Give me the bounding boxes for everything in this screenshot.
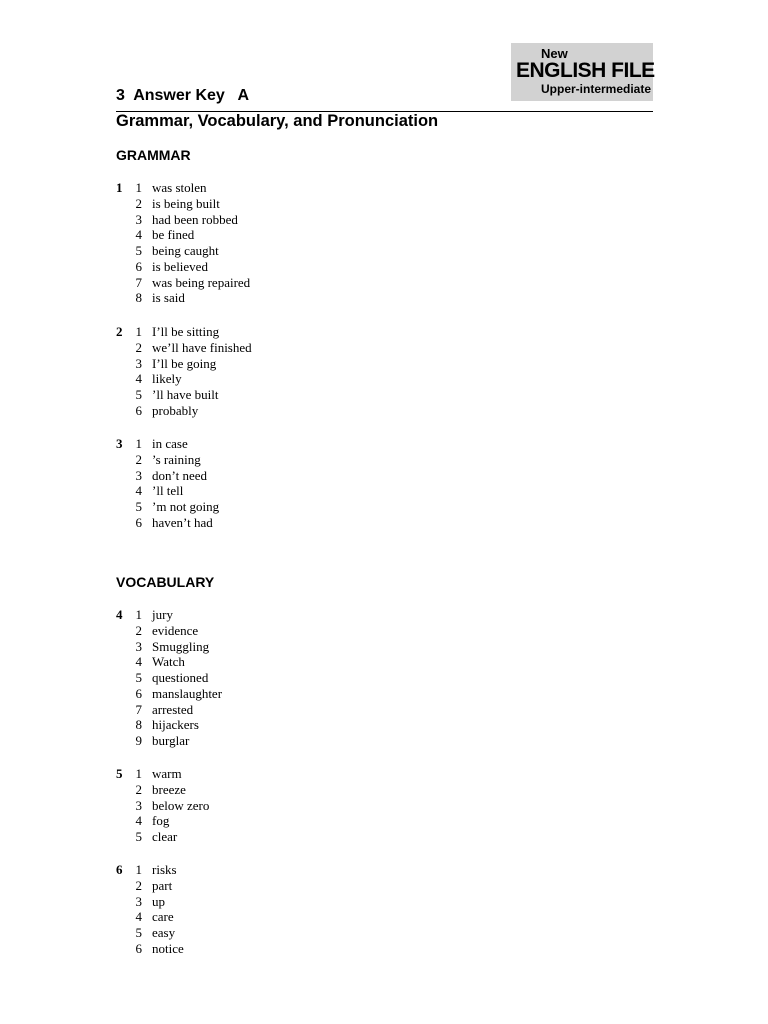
item-number: 9	[135, 733, 142, 748]
answer-text: risks	[152, 862, 177, 877]
answer-text: easy	[152, 925, 176, 940]
answer-text: is being built	[152, 195, 220, 211]
answer-text: we’ll have finished	[152, 339, 252, 355]
item-number: 3	[135, 211, 142, 227]
item-number: 3	[135, 355, 142, 371]
answer-text: hijackers	[152, 717, 199, 733]
item-number: 8	[135, 717, 142, 733]
item-number: 4	[135, 909, 142, 925]
item-number: 4	[135, 483, 142, 499]
answer-text: is said	[152, 290, 185, 306]
answer-text: ’m not going	[152, 499, 220, 514]
item-number: 6	[135, 940, 142, 956]
item-number: 4	[135, 227, 142, 243]
answer-text: is believed	[152, 258, 208, 274]
answer-text: care	[152, 909, 174, 925]
item-number: 7	[135, 274, 142, 290]
item-number: 1	[135, 436, 142, 451]
answer-text: likely	[152, 371, 182, 387]
item-number: 8	[135, 290, 142, 306]
answer-text: being caught	[152, 243, 219, 258]
answer-text: below zero	[152, 797, 210, 813]
answer-text: notice	[152, 940, 184, 956]
english-file-logo	[511, 43, 653, 101]
item-number: 5	[135, 829, 142, 844]
answer-text: jury	[152, 607, 173, 622]
item-number: 2	[135, 195, 142, 211]
answer-text: Watch	[152, 654, 185, 670]
answer-text: manslaughter	[152, 685, 223, 701]
answer-text: clear	[152, 829, 178, 844]
item-number: 4	[135, 654, 142, 670]
answer-text: arrested	[152, 701, 194, 717]
answer-text: Smuggling	[152, 638, 210, 654]
answer-text: don’t need	[152, 467, 207, 483]
page-subtitle: Grammar, Vocabulary, and Pronunciation	[116, 112, 439, 130]
item-number: 3	[135, 467, 142, 483]
item-number: 1	[135, 607, 142, 622]
logo-new: New	[541, 46, 568, 61]
answer-text: burglar	[152, 733, 190, 748]
exercise-number: 5	[116, 766, 123, 781]
item-number: 3	[135, 893, 142, 909]
exercise-number: 2	[116, 324, 123, 339]
exercise-number: 3	[116, 436, 123, 451]
logo-level: Upper-intermediate	[541, 82, 652, 96]
answer-text: I’ll be going	[152, 355, 217, 371]
logo-title: ENGLISH FILE	[516, 59, 655, 82]
item-number: 3	[135, 638, 142, 654]
item-number: 3	[135, 797, 142, 813]
item-number: 6	[135, 514, 142, 530]
item-number: 5	[135, 670, 142, 685]
item-number: 6	[135, 685, 142, 701]
item-number: 5	[135, 243, 142, 258]
answer-text: warm	[152, 766, 182, 781]
item-number: 6	[135, 258, 142, 274]
item-number: 1	[135, 324, 142, 339]
answer-text: fog	[152, 813, 170, 829]
answer-text: was being repaired	[152, 274, 251, 290]
item-number: 2	[135, 877, 142, 893]
answer-text: was stolen	[152, 180, 207, 195]
item-number: 2	[135, 622, 142, 638]
item-number: 5	[135, 499, 142, 514]
item-number: 5	[135, 387, 142, 402]
item-number: 2	[135, 339, 142, 355]
item-number: 7	[135, 701, 142, 717]
answer-text: part	[152, 877, 173, 893]
item-number: 2	[135, 781, 142, 797]
answer-text: I’ll be sitting	[152, 324, 220, 339]
answer-text: ’s raining	[152, 451, 201, 467]
answer-text: breeze	[152, 781, 186, 797]
item-number: 6	[135, 402, 142, 418]
answer-text: be fined	[152, 227, 195, 243]
answer-text: in case	[152, 436, 188, 451]
item-number: 1	[135, 180, 142, 195]
exercise-number: 4	[116, 607, 123, 622]
answer-text: up	[152, 893, 165, 909]
item-number: 1	[135, 766, 142, 781]
answer-text: had been robbed	[152, 211, 238, 227]
answer-text: haven’t had	[152, 514, 213, 530]
item-number: 5	[135, 925, 142, 940]
item-number: 1	[135, 862, 142, 877]
item-number: 4	[135, 813, 142, 829]
exercise-number: 1	[116, 180, 123, 195]
exercise-number: 6	[116, 862, 123, 877]
answer-text: ’ll tell	[152, 483, 184, 499]
page-title: 3 Answer Key A	[116, 87, 250, 104]
vocabulary-heading: VOCABULARY	[116, 574, 215, 590]
answer-text: evidence	[152, 622, 199, 638]
grammar-heading: GRAMMAR	[116, 147, 191, 163]
item-number: 4	[135, 371, 142, 387]
answer-text: ’ll have built	[152, 387, 219, 402]
item-number: 2	[135, 451, 142, 467]
answer-text: probably	[152, 402, 199, 418]
answer-text: questioned	[152, 670, 209, 685]
